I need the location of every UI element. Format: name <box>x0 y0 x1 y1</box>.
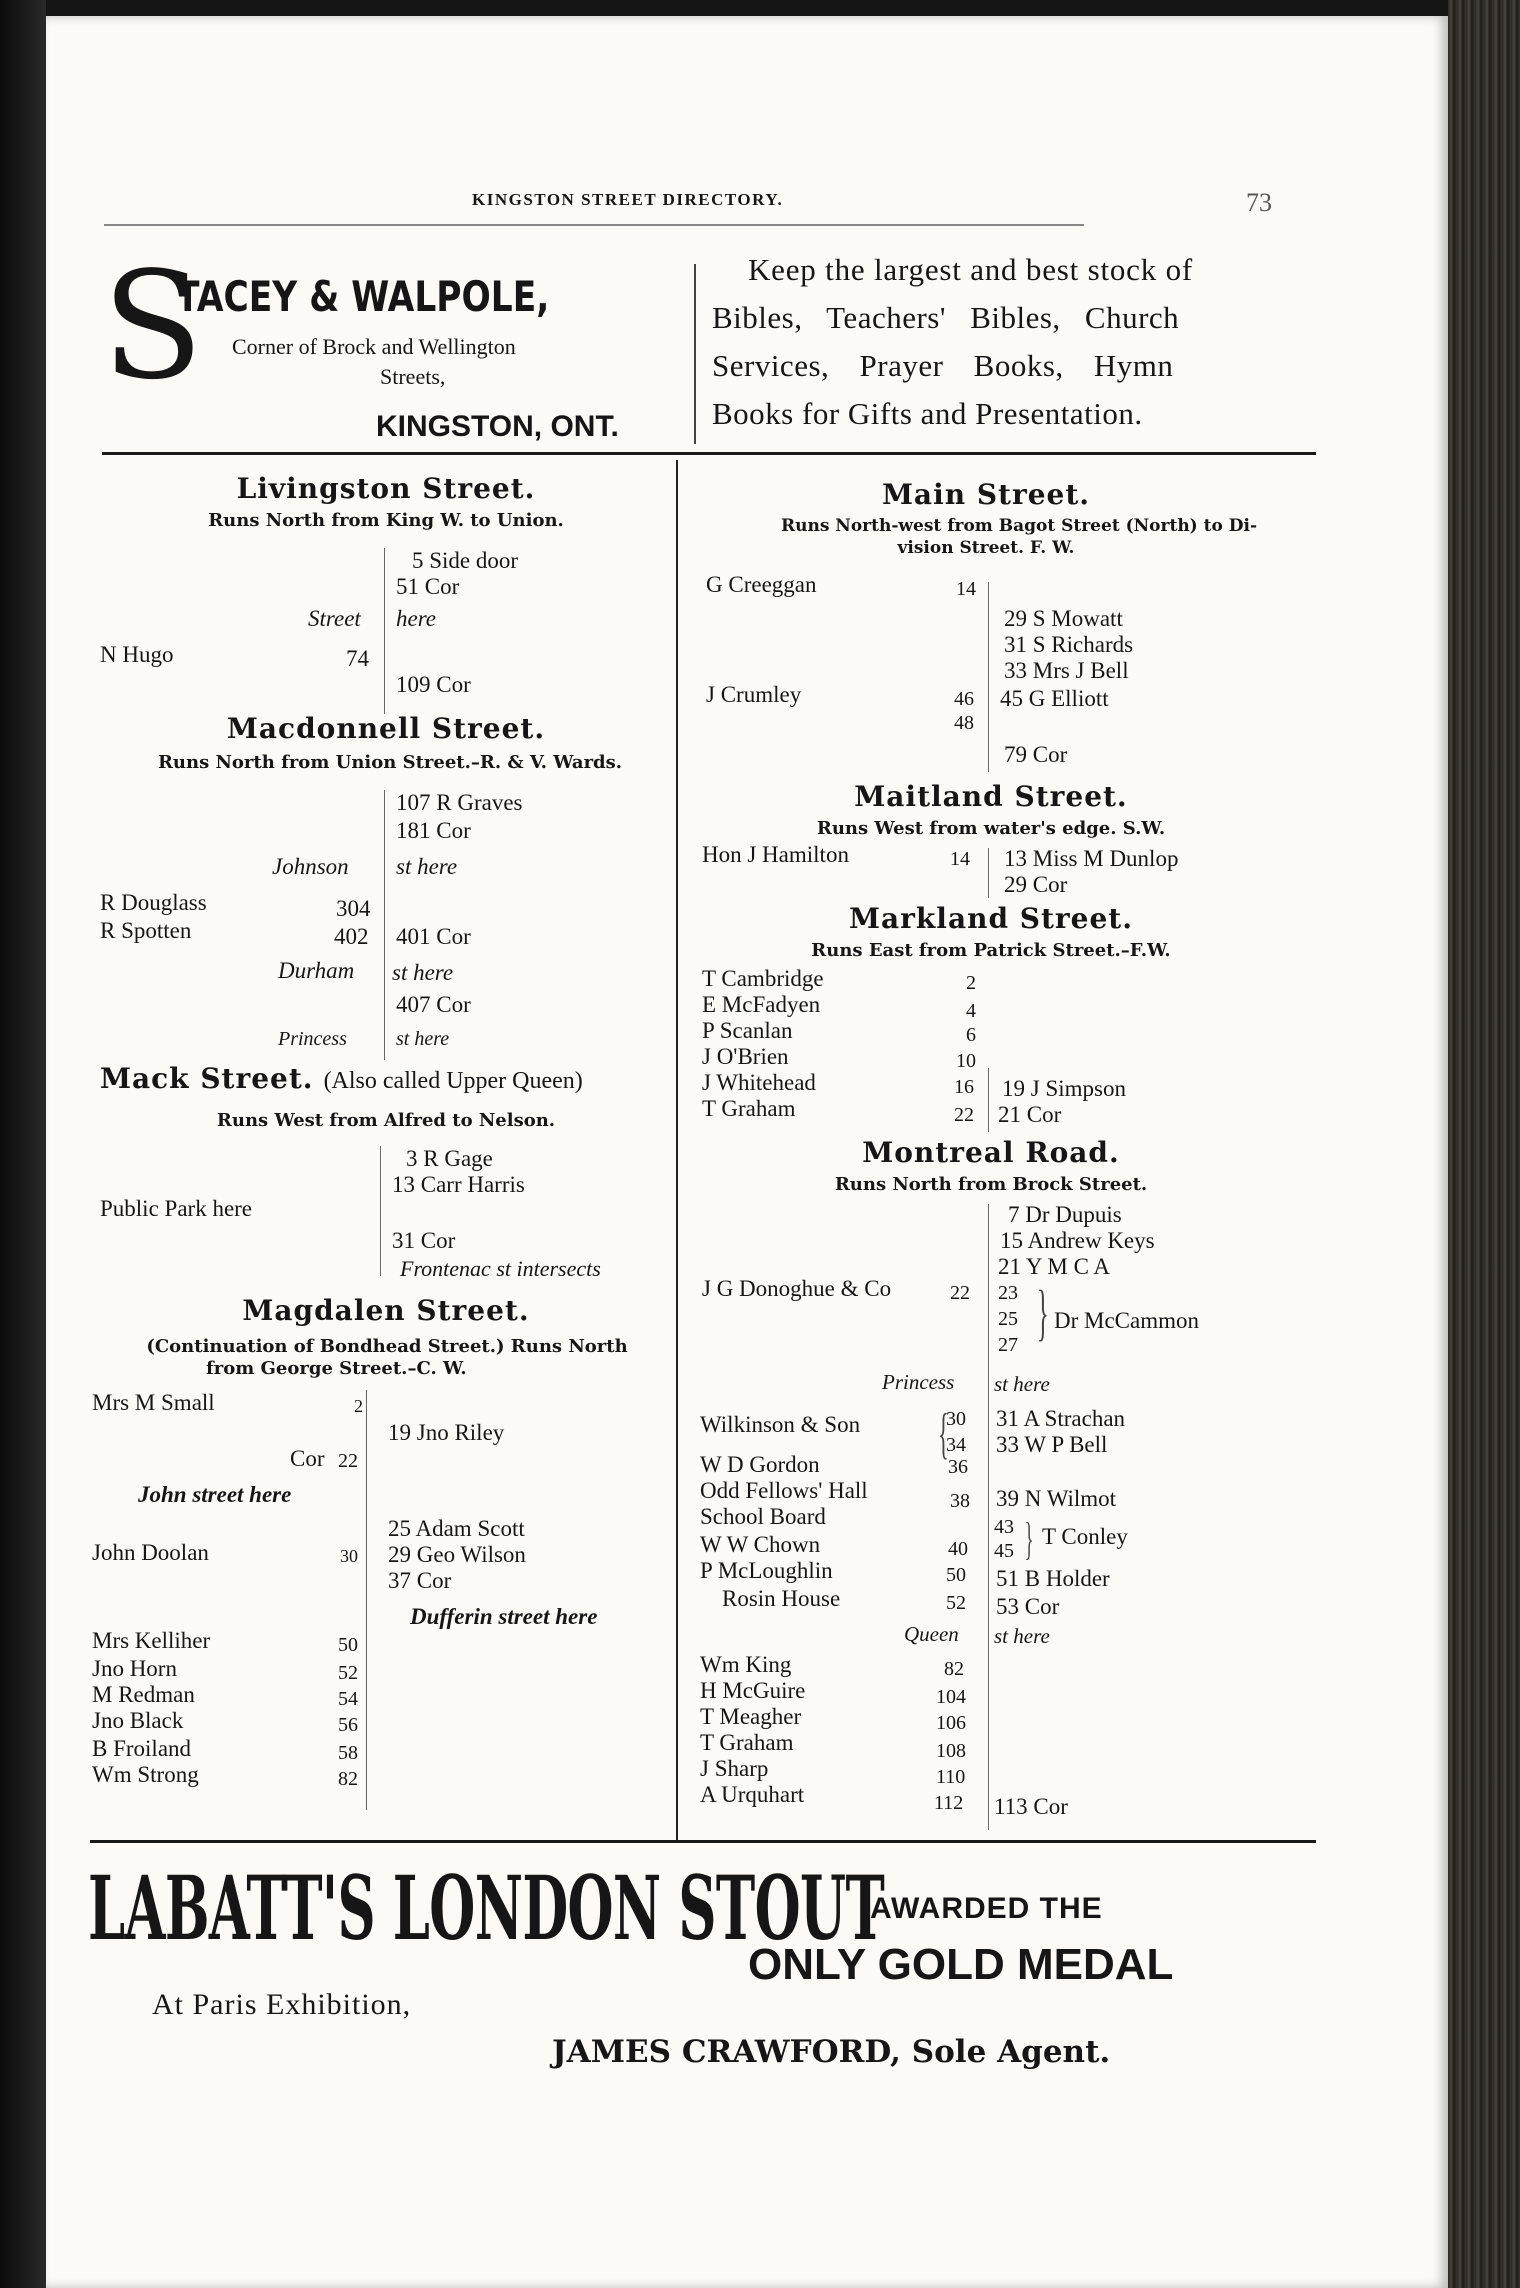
entry-number: 2 <box>354 1396 363 1416</box>
entry-name: M Redman <box>92 1682 195 1707</box>
brace-icon: { <box>938 1403 949 1465</box>
divider-main <box>988 582 989 772</box>
entry-number: 108 <box>936 1740 966 1762</box>
street-desc-main-2: vision Street. F. W. <box>897 538 1075 558</box>
entry-number: 2 <box>966 972 976 994</box>
street-desc-mack: Runs West from Alfred to Nelson. <box>216 1110 556 1131</box>
ad-gold-medal: ONLY GOLD MEDAL <box>748 1940 1174 1989</box>
street-desc-magdalen-1: (Continuation of Bondhead Street.) Runs North <box>146 1336 628 1357</box>
entry-number: 46 <box>954 688 974 710</box>
entry-number: 52 <box>946 1592 966 1614</box>
entry-name: Mrs Kelliher <box>92 1628 211 1653</box>
entry-right: 401 Cor <box>396 924 471 949</box>
entry-number: 54 <box>338 1688 358 1710</box>
entry-right: 79 Cor <box>1004 742 1068 767</box>
cross-street-label: Princess <box>278 1028 347 1050</box>
street-desc-montreal: Runs North from Brock Street. <box>834 1174 1148 1195</box>
entry-number: 40 <box>948 1538 968 1560</box>
entry-number: 30 <box>946 1408 966 1430</box>
entry-right: 113 Cor <box>994 1794 1068 1819</box>
entry-name: Mrs M Small <box>92 1390 215 1415</box>
entry-right: 27 <box>998 1334 1018 1356</box>
street-heading-mack-title: Mack Street. <box>100 1062 314 1095</box>
street-heading-mack-note: (Also called Upper Queen) <box>323 1068 583 1094</box>
ad-copy-line4: Books for Gifts and Presentation. <box>712 396 1143 431</box>
ad-paris-exhibition: At Paris Exhibition, <box>152 1988 412 2021</box>
brace-icon: } <box>1024 1513 1034 1564</box>
divider-macdonnell <box>384 790 385 1060</box>
ad-address-line1: Corner of Brock and Wellington <box>232 334 516 359</box>
entry-name: R Douglass <box>100 890 207 915</box>
entry-right: 15 Andrew Keys <box>1000 1228 1155 1253</box>
bottom-rule <box>90 1840 1316 1843</box>
entry-number: 104 <box>936 1686 966 1708</box>
street-heading-livingston: Livingston Street. <box>236 472 536 505</box>
entry-name: Wm Strong <box>92 1762 199 1787</box>
ad-brand-labatt: LABATT'S LONDON STOUT <box>88 1856 885 1960</box>
entry-right: 109 Cor <box>396 672 471 697</box>
entry-number: 56 <box>338 1714 358 1736</box>
entry-name: Jno Horn <box>92 1656 177 1681</box>
entry-name: Odd Fellows' Hall <box>700 1478 868 1503</box>
directory-page <box>46 16 1448 2288</box>
entry-name: H McGuire <box>700 1678 806 1703</box>
ad-city: KINGSTON, ONT. <box>376 410 619 443</box>
entry-right: 37 Cor <box>388 1568 452 1593</box>
entry-right: 51 Cor <box>396 574 460 599</box>
entry-right: 13 Carr Harris <box>392 1172 525 1197</box>
divider-magdalen <box>366 1390 367 1810</box>
scan-border-top <box>0 0 1520 16</box>
entry-number: 14 <box>950 848 970 870</box>
cross-street-here: here <box>396 606 437 631</box>
entry-right: 25 Adam Scott <box>388 1516 525 1541</box>
divider-mack <box>380 1146 381 1276</box>
entry-number: 58 <box>338 1742 358 1764</box>
entry-number: 50 <box>338 1634 358 1656</box>
entry-right: 31 Cor <box>392 1228 456 1253</box>
entry-number: 74 <box>346 646 369 671</box>
entry-right: 181 Cor <box>396 818 471 843</box>
entry-number: 34 <box>946 1434 966 1456</box>
entry-number: 38 <box>950 1490 970 1512</box>
cross-street-label: Johnson <box>272 854 349 879</box>
entry-right: 29 Cor <box>1004 872 1068 897</box>
cross-street-here: st here <box>396 1028 450 1050</box>
entry-number: 30 <box>340 1546 358 1566</box>
entry-name: Rosin House <box>722 1586 841 1611</box>
entry-name: J G Donoghue & Co <box>702 1276 892 1301</box>
ad-address-line2: Streets, <box>380 364 446 389</box>
entry-name: A Urquhart <box>700 1782 805 1807</box>
t-conley: T Conley <box>1042 1524 1128 1549</box>
cross-street-here: st here <box>994 1624 1050 1648</box>
entry-right: 21 Cor <box>998 1102 1062 1127</box>
entry-name: Jno Black <box>92 1708 184 1733</box>
entry-right: 33 Mrs J Bell <box>1004 658 1129 683</box>
entry-right: 39 N Wilmot <box>996 1486 1117 1511</box>
entry-right: 407 Cor <box>396 992 471 1017</box>
header-rule <box>104 224 1084 226</box>
entry-number: 52 <box>338 1662 358 1684</box>
entry-number: 304 <box>336 896 371 921</box>
entry-number: 10 <box>956 1050 976 1072</box>
entry-number: 22 <box>950 1282 970 1304</box>
entry-right: 45 G Elliott <box>1000 686 1109 711</box>
entry-number: 106 <box>936 1712 966 1734</box>
entry-right: 7 Dr Dupuis <box>1008 1202 1122 1227</box>
entry-right: 107 R Graves <box>396 790 523 815</box>
book-edge-right <box>1448 0 1520 2288</box>
entry-number: 110 <box>936 1766 966 1788</box>
entry-name: E McFadyen <box>702 992 821 1017</box>
ad-divider <box>694 264 696 444</box>
entry-right: 29 Geo Wilson <box>388 1542 526 1567</box>
divider-maitland <box>988 848 989 898</box>
ad-firm-name: TACEY & WALPOLE, <box>176 272 550 321</box>
street-heading-montreal: Montreal Road. <box>862 1136 1120 1169</box>
cross-street-label: Durham <box>278 958 355 983</box>
entry-right: 31 A Strachan <box>996 1406 1126 1431</box>
entry-number: 112 <box>934 1792 964 1814</box>
scan-border-left <box>0 0 46 2288</box>
entry-number: 16 <box>954 1076 974 1098</box>
entry-number: 48 <box>954 712 974 734</box>
entry-right: 29 S Mowatt <box>1004 606 1123 631</box>
entry-right: 45 <box>994 1540 1014 1562</box>
cross-street-here: st here <box>396 854 458 879</box>
page-number: 73 <box>1246 188 1272 217</box>
entry-number: 402 <box>334 924 369 949</box>
entry-right: 3 R Gage <box>406 1146 493 1171</box>
entry-name: P Scanlan <box>702 1018 793 1043</box>
frontenac-intersects: Frontenac st intersects <box>400 1256 601 1281</box>
street-desc-maitland: Runs West from water's edge. S.W. <box>816 818 1166 839</box>
ad-sole-agent: JAMES CRAWFORD, Sole Agent. <box>552 2034 1111 2070</box>
entry-name: R Spotten <box>100 918 192 943</box>
entry-name: T Graham <box>700 1730 794 1755</box>
entry-right: 25 <box>998 1308 1018 1330</box>
entry-right: 23 <box>998 1282 1018 1304</box>
entry-right: 21 Y M C A <box>998 1254 1111 1279</box>
entry-number: 36 <box>948 1456 968 1478</box>
entry-name: J O'Brien <box>702 1044 789 1069</box>
street-heading-magdalen: Magdalen Street. <box>242 1294 530 1327</box>
street-desc-magdalen-2: from George Street.–C. W. <box>206 1358 467 1379</box>
street-heading-maitland: Maitland Street. <box>854 780 1128 813</box>
entry-name: T Meagher <box>700 1704 802 1729</box>
entry-number: 22 <box>338 1450 358 1472</box>
entry-name: Wm King <box>700 1652 792 1677</box>
street-desc-main-1: Runs North-west from Bagot Street (North) to Di- <box>780 516 1258 536</box>
cross-street-label: Street <box>308 606 361 631</box>
column-divider <box>676 460 678 1840</box>
entry-name: W D Gordon <box>700 1452 820 1477</box>
entry-name: John Doolan <box>92 1540 209 1565</box>
ad-bottom-rule <box>102 452 1316 455</box>
entry-number: 82 <box>944 1658 964 1680</box>
entry-number: 82 <box>338 1768 358 1790</box>
entry-name: J Crumley <box>706 682 802 707</box>
ad-initial-letter: S <box>102 240 204 412</box>
entry-right: 51 B Holder <box>996 1566 1110 1591</box>
cross-street-here: st here <box>392 960 454 985</box>
cross-street-here: st here <box>994 1372 1050 1396</box>
cross-street-label: Queen <box>904 1622 959 1646</box>
street-heading-mack <box>100 1062 583 1095</box>
street-desc-macdonnell: Runs North from Union Street.–R. & V. Wards. <box>157 752 623 773</box>
divider-montreal <box>988 1204 989 1830</box>
dr-mccammon: Dr McCammon <box>1054 1308 1200 1333</box>
cross-street-here: John street here <box>138 1482 292 1507</box>
entry-number: 50 <box>946 1564 966 1586</box>
divider-markland <box>988 1068 989 1132</box>
entry-number: 14 <box>956 578 976 600</box>
entry-right: 31 S Richards <box>1004 632 1134 657</box>
entry-name: B Froiland <box>92 1736 192 1761</box>
ad-copy-line1: Keep the largest and best stock of <box>748 252 1194 287</box>
street-heading-main: Main Street. <box>881 478 1091 511</box>
running-title: KINGSTON STREET DIRECTORY. <box>472 190 784 209</box>
street-desc-livingston: Runs North from King W. to Union. <box>208 510 564 531</box>
entry-name: J Sharp <box>700 1756 769 1781</box>
entry-name: School Board <box>700 1504 826 1529</box>
entry-number: 22 <box>954 1104 974 1126</box>
street-heading-markland: Markland Street. <box>849 902 1133 935</box>
cross-street-here: Dufferin street here <box>410 1604 598 1629</box>
entry-number: 4 <box>966 1000 976 1022</box>
entry-right: 19 Jno Riley <box>388 1420 505 1445</box>
ad-awarded-the: AWARDED THE <box>870 1892 1103 1925</box>
street-heading-macdonnell: Macdonnell Street. <box>226 712 546 745</box>
entry-name: Cor <box>290 1446 325 1471</box>
entry-name: Hon J Hamilton <box>702 842 849 867</box>
entry-name: P McLoughlin <box>700 1558 833 1583</box>
entry-right: 5 Side door <box>412 548 519 573</box>
entry-name: T Cambridge <box>702 966 824 991</box>
divider-livingston <box>384 548 385 714</box>
brace-icon: } <box>1036 1279 1049 1347</box>
entry-right: 19 J Simpson <box>1002 1076 1126 1101</box>
entry-name: J Whitehead <box>702 1070 816 1095</box>
ad-copy-line3: Services, Prayer Books, Hymn <box>712 348 1174 383</box>
entry-right: 43 <box>994 1516 1014 1538</box>
entry-name: N Hugo <box>100 642 174 667</box>
entry-name: G Creeggan <box>706 572 817 597</box>
entry-name: Wilkinson & Son <box>700 1412 861 1437</box>
entry-name: T Graham <box>702 1096 796 1121</box>
entry-name: W W Chown <box>700 1532 821 1557</box>
entry-right: 33 W P Bell <box>996 1432 1108 1457</box>
entry-right: 53 Cor <box>996 1594 1060 1619</box>
ad-copy-line2: Bibles, Teachers' Bibles, Church <box>712 300 1180 335</box>
entry-right: 13 Miss M Dunlop <box>1004 846 1179 871</box>
cross-street-label: Princess <box>882 1370 955 1394</box>
street-desc-markland: Runs East from Patrick Street.–F.W. <box>811 940 1171 961</box>
public-park-note: Public Park here <box>100 1196 253 1221</box>
entry-number: 6 <box>966 1024 976 1046</box>
